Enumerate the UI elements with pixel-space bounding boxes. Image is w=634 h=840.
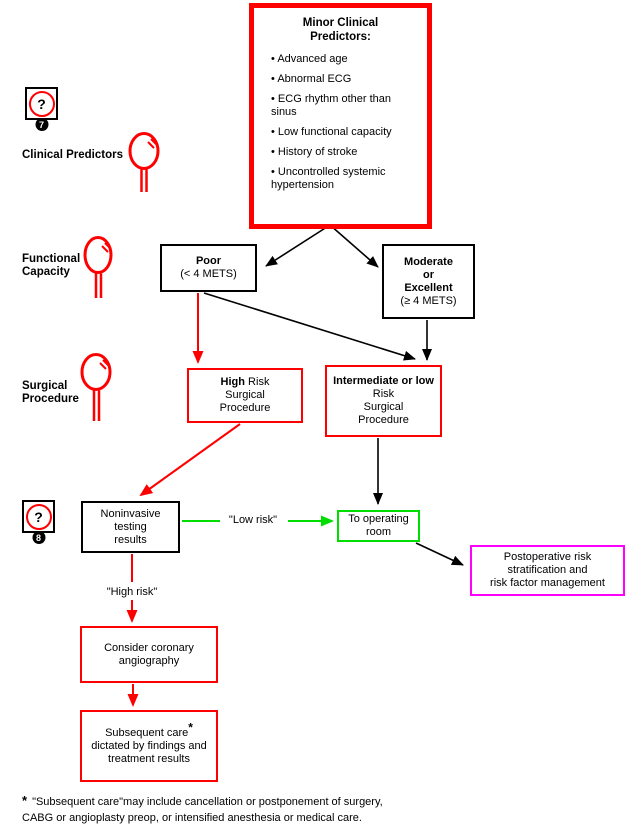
high-risk-surgical-box: High Risk Surgical Procedure <box>187 368 303 423</box>
step-8-badge: 8 <box>32 531 45 544</box>
minor-box-list <box>254 44 427 199</box>
noninvasive-testing-box: Noninvasive testing results <box>81 501 180 553</box>
list-item: • Abnormal ECG <box>271 73 352 85</box>
subsequent-care-box: Subsequent care* dictated by findings and treatment results <box>80 710 218 782</box>
footnote: * "Subsequent care"may include cancellation or postponement of surgery, CABG or angioplasty preop, or intensified anesthesia or medical care. <box>22 793 383 824</box>
list-item: • History of stroke <box>271 146 358 158</box>
label-clinical-predictors: Clinical Predictors <box>22 149 123 161</box>
arrow-minor-to-poor <box>266 225 330 266</box>
question-glyph: ? <box>26 504 52 530</box>
step-7-badge: 7 <box>35 118 48 131</box>
magnifier-icon-clinical <box>127 132 165 194</box>
poor-mets-box: Poor (< 4 METS) <box>160 244 257 292</box>
coronary-angiography-box: Consider coronary angiography <box>80 626 218 683</box>
question-mark-icon <box>25 87 58 120</box>
minor-clinical-predictors-box <box>249 3 432 229</box>
postoperative-risk-box: Postoperative risk stratification and risk factor management <box>470 545 625 596</box>
step-7-question-icon <box>25 87 58 130</box>
minor-box-title: Minor Clinical Predictors: <box>302 17 379 43</box>
arrow-minor-to-moderate <box>330 225 378 267</box>
list-item: • ECG rhythm other than sinus <box>271 93 392 118</box>
list-item: • Low functional capacity <box>271 126 392 138</box>
label-surgical-procedure: Surgical Procedure <box>22 380 79 405</box>
moderate-excellent-mets-box: Moderate or Excellent (≥ 4 METS) <box>382 244 475 319</box>
asterisk-marker: * <box>188 719 193 734</box>
arrow-high-risk-to-noninvasive <box>141 424 240 495</box>
high-risk-label: "High risk" <box>106 586 158 598</box>
list-item: • Uncontrolled systemic hypertension <box>271 166 386 191</box>
arrow-operating-room-to-postoperative <box>416 543 463 565</box>
label-functional-capacity: Functional Capacity <box>22 253 81 278</box>
list-item: • Advanced age <box>271 53 348 65</box>
intermediate-low-risk-surgical-box: Intermediate or low Risk Surgical Procedure <box>325 365 442 437</box>
step-8-question-icon <box>22 500 55 543</box>
low-risk-label: "Low risk" <box>228 514 278 526</box>
operating-room-box: To operating room <box>337 510 420 542</box>
magnifier-icon-surgical <box>80 353 118 423</box>
question-mark-icon <box>22 500 55 533</box>
magnifier-icon-functional <box>83 236 121 300</box>
question-glyph: ? <box>29 91 55 117</box>
footnote-asterisk: * <box>22 793 28 808</box>
